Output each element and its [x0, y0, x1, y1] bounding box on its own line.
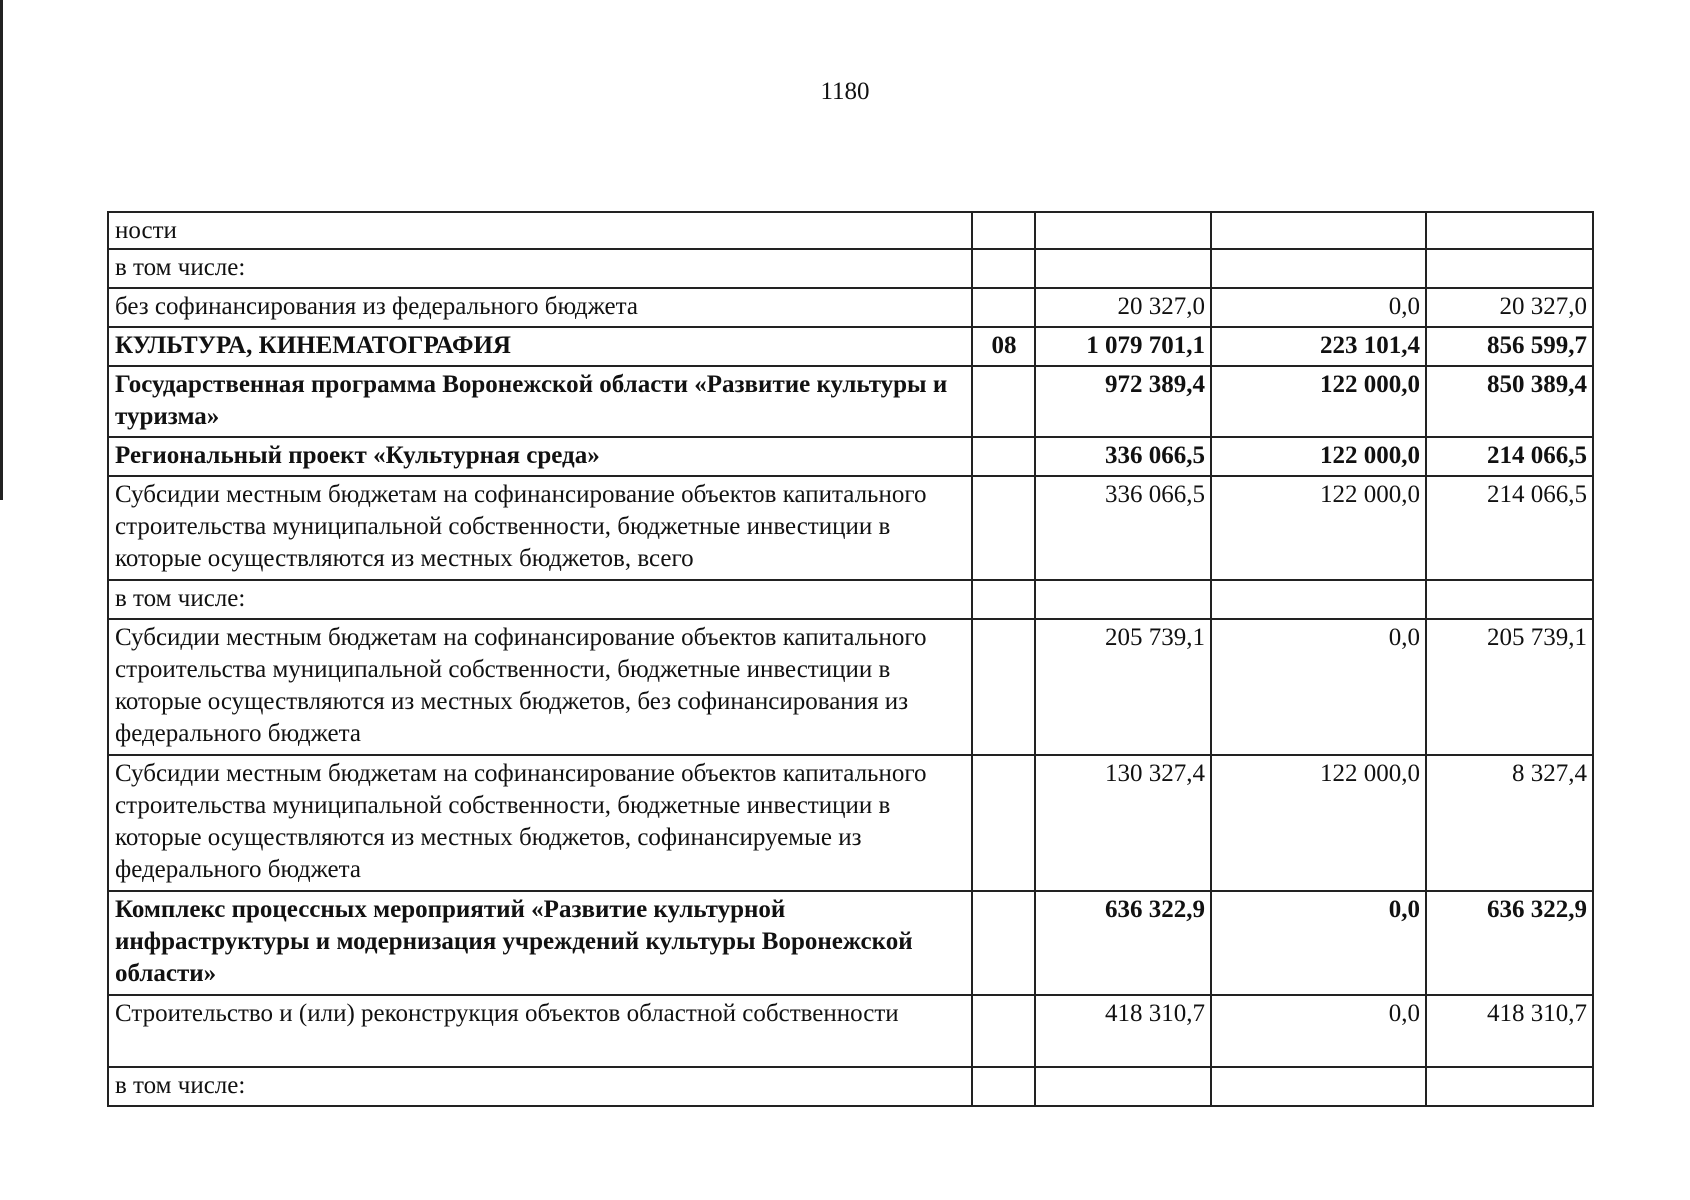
row-federal-amount: [1211, 212, 1426, 249]
row-regional-amount: 20 327,0: [1426, 288, 1593, 327]
row-federal-amount: 122 000,0: [1211, 366, 1426, 437]
row-regional-amount: [1426, 580, 1593, 619]
row-regional-amount: [1426, 249, 1593, 288]
row-section-code: [972, 619, 1035, 755]
row-federal-amount: 0,0: [1211, 891, 1426, 995]
row-total-amount: 336 066,5: [1035, 437, 1211, 476]
row-section-code: 08: [972, 327, 1035, 366]
row-section-code: [972, 366, 1035, 437]
table-row: [108, 212, 1593, 249]
row-section-code: [972, 995, 1035, 1067]
row-name: Региональный проект «Культурная среда»: [108, 437, 972, 476]
row-name: Субсидии местным бюджетам на софинансирование объектов капитального строительства муниципальной собственности, бюджетные инвестиции в которые осуществляются из местных бюджетов, софинансируемые из федерального бюджета: [108, 755, 972, 891]
row-name: Субсидии местным бюджетам на софинансирование объектов капитального строительства муниципальной собственности, бюджетные инвестиции в которые осуществляются из местных бюджетов, всего: [108, 476, 972, 580]
table-row: [108, 366, 1593, 437]
row-section-code: [972, 755, 1035, 891]
row-federal-amount: 122 000,0: [1211, 755, 1426, 891]
row-name: ности: [108, 212, 972, 249]
row-section-code: [972, 476, 1035, 580]
row-total-amount: [1035, 249, 1211, 288]
row-name: Государственная программа Воронежской области «Развитие культуры и туризма»: [108, 366, 972, 437]
table-row: [108, 249, 1593, 288]
table-row: [108, 476, 1593, 580]
row-regional-amount: 636 322,9: [1426, 891, 1593, 995]
row-total-amount: [1035, 580, 1211, 619]
row-regional-amount: 856 599,7: [1426, 327, 1593, 366]
row-total-amount: [1035, 212, 1211, 249]
row-name: в том числе:: [108, 249, 972, 288]
row-total-amount: 336 066,5: [1035, 476, 1211, 580]
row-name: в том числе:: [108, 580, 972, 619]
row-section-code: [972, 1067, 1035, 1106]
row-name: в том числе:: [108, 1067, 972, 1106]
row-total-amount: 972 389,4: [1035, 366, 1211, 437]
row-total-amount: 205 739,1: [1035, 619, 1211, 755]
row-regional-amount: 205 739,1: [1426, 619, 1593, 755]
scan-left-edge-line: [0, 0, 3, 500]
budget-table-body: [108, 212, 1593, 1106]
row-section-code: [972, 580, 1035, 619]
table-row: [108, 327, 1593, 366]
row-regional-amount: 214 066,5: [1426, 476, 1593, 580]
row-total-amount: 1 079 701,1: [1035, 327, 1211, 366]
table-row: [108, 755, 1593, 891]
row-regional-amount: 418 310,7: [1426, 995, 1593, 1067]
row-federal-amount: 223 101,4: [1211, 327, 1426, 366]
row-total-amount: 636 322,9: [1035, 891, 1211, 995]
row-federal-amount: 0,0: [1211, 619, 1426, 755]
table-row: [108, 580, 1593, 619]
row-total-amount: 130 327,4: [1035, 755, 1211, 891]
row-regional-amount: [1426, 1067, 1593, 1106]
row-name: КУЛЬТУРА, КИНЕМАТОГРАФИЯ: [108, 327, 972, 366]
row-regional-amount: [1426, 212, 1593, 249]
row-name: Строительство и (или) реконструкция объектов областной собственности: [108, 995, 972, 1067]
table-row: [108, 619, 1593, 755]
row-section-code: [972, 437, 1035, 476]
row-section-code: [972, 249, 1035, 288]
table-row: [108, 1067, 1593, 1106]
row-total-amount: 20 327,0: [1035, 288, 1211, 327]
budget-table: [107, 211, 1594, 1107]
row-federal-amount: [1211, 249, 1426, 288]
row-federal-amount: 0,0: [1211, 288, 1426, 327]
table-row: [108, 288, 1593, 327]
row-name: Комплекс процессных мероприятий «Развитие культурной инфраструктуры и модернизация учреждений культуры Воронежской области»: [108, 891, 972, 995]
table-row: [108, 891, 1593, 995]
row-federal-amount: [1211, 580, 1426, 619]
row-federal-amount: 122 000,0: [1211, 476, 1426, 580]
table-row: [108, 995, 1593, 1067]
page-number: 1180: [820, 78, 870, 105]
row-section-code: [972, 212, 1035, 249]
row-total-amount: 418 310,7: [1035, 995, 1211, 1067]
row-total-amount: [1035, 1067, 1211, 1106]
row-section-code: [972, 288, 1035, 327]
row-regional-amount: 850 389,4: [1426, 366, 1593, 437]
row-name: без софинансирования из федерального бюджета: [108, 288, 972, 327]
row-regional-amount: 8 327,4: [1426, 755, 1593, 891]
row-federal-amount: 122 000,0: [1211, 437, 1426, 476]
row-federal-amount: 0,0: [1211, 995, 1426, 1067]
row-name: Субсидии местным бюджетам на софинансирование объектов капитального строительства муниципальной собственности, бюджетные инвестиции в которые осуществляются из местных бюджетов, без софинансирования из федерального бюджета: [108, 619, 972, 755]
table-row: [108, 437, 1593, 476]
row-regional-amount: 214 066,5: [1426, 437, 1593, 476]
row-federal-amount: [1211, 1067, 1426, 1106]
row-section-code: [972, 891, 1035, 995]
